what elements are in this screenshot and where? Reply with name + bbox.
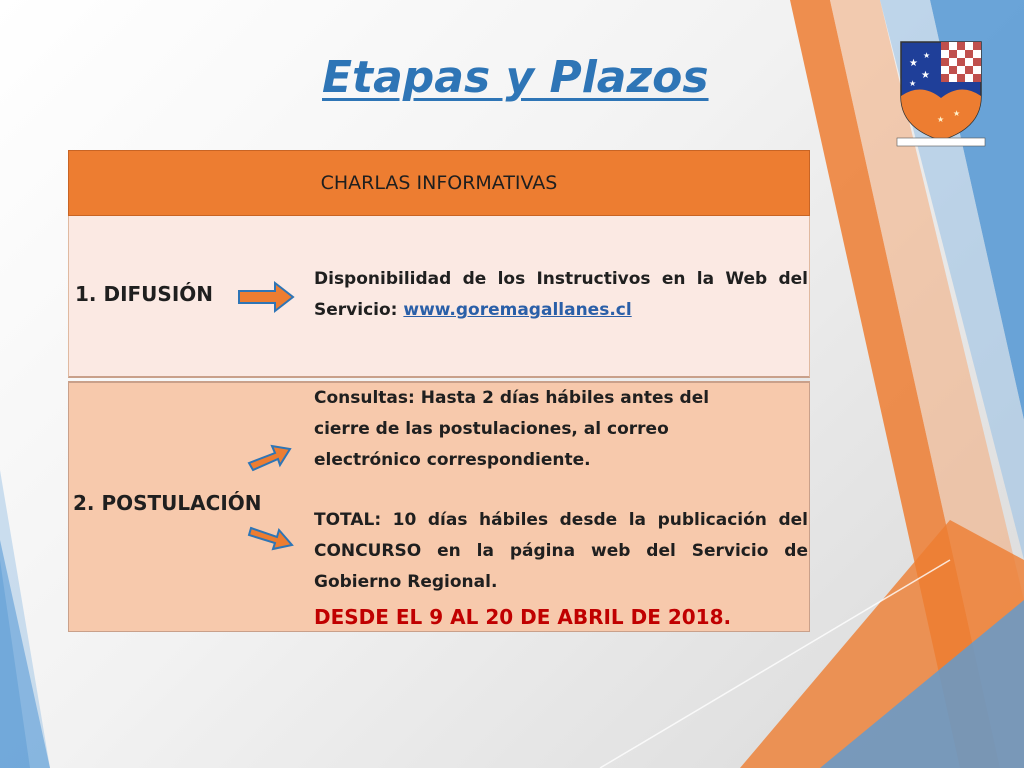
consultas-text: Consultas: Hasta 2 días hábiles antes del cierre de las postulaciones, al correo electrónico correspondiente. (314, 388, 710, 470)
page-title: Etapas y Plazos (322, 52, 709, 103)
down-right-arrow-icon (247, 519, 295, 553)
website-link[interactable]: www.goremagallanes.cl (403, 300, 632, 320)
table-header: CHARLAS INFORMATIVAS (68, 150, 810, 216)
coat-of-arms-icon (893, 36, 989, 148)
right-arrow-icon (237, 280, 295, 314)
stage-label-difusion: 1. DIFUSIÓN (75, 282, 214, 306)
difusion-text: Disponibilidad de los Instructivos en la Web del Servicio: (314, 269, 808, 320)
svg-text:★: ★ (921, 70, 930, 81)
up-right-arrow-icon (245, 441, 293, 473)
difusion-description (314, 264, 808, 326)
total-text: TOTAL: 10 días hábiles desde la publicación del CONCURSO en la página web del Servicio de Gobierno Regional. (314, 510, 808, 592)
svg-text:★: ★ (923, 51, 931, 60)
stages-table (68, 150, 810, 632)
stage-label-postulacion: 2. POSTULACIÓN (73, 491, 262, 515)
table-row (68, 381, 810, 632)
svg-text:★: ★ (953, 109, 961, 118)
svg-text:★: ★ (909, 58, 918, 69)
deadline-highlight: DESDE EL 9 AL 20 DE ABRIL DE 2018. (314, 605, 732, 629)
svg-text:★: ★ (909, 79, 917, 88)
table-row (68, 216, 810, 378)
svg-text:★: ★ (937, 115, 945, 124)
